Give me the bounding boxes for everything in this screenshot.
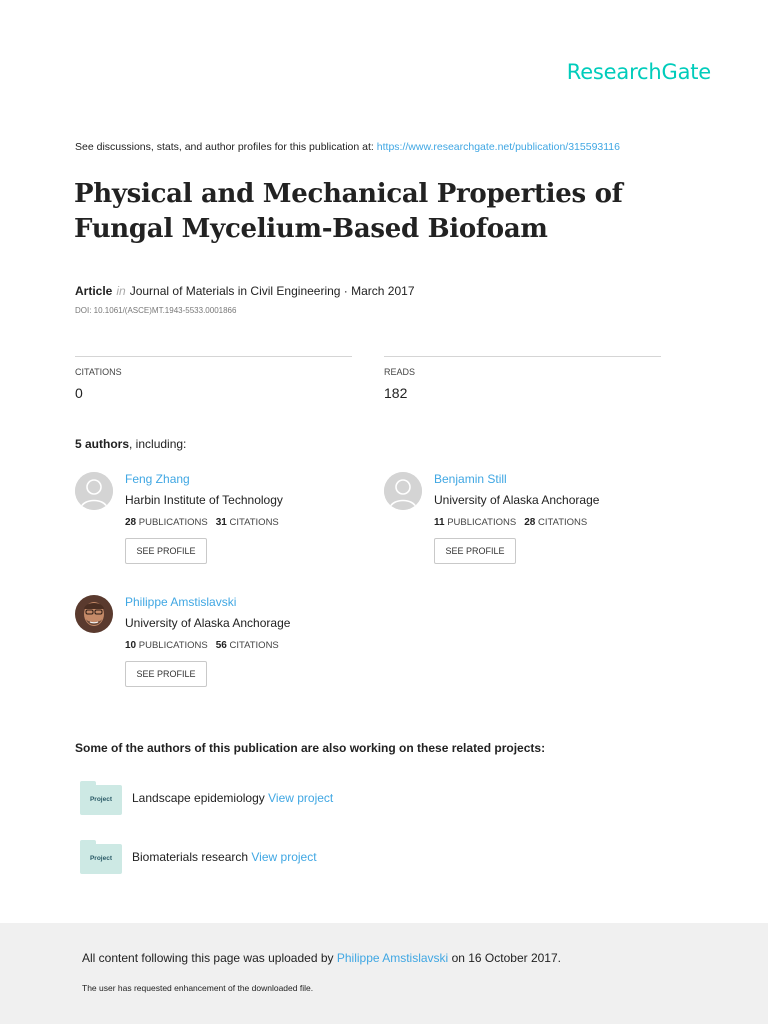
publications-label: PUBLICATIONS bbox=[138, 640, 208, 651]
authors-heading bbox=[75, 437, 186, 451]
author-card-feng-zhang bbox=[75, 472, 375, 582]
doi-text: DOI: 10.1061/(ASCE)MT.1943-5533.0001866 bbox=[75, 306, 237, 315]
author-card-philippe-amstislavski bbox=[75, 595, 375, 705]
upload-footer bbox=[0, 923, 768, 1024]
project-name: Landscape epidemiology bbox=[132, 791, 265, 805]
reads-value: 182 bbox=[384, 385, 408, 401]
project-text bbox=[132, 850, 317, 864]
publications-count: 10 bbox=[125, 640, 137, 651]
author-photo-avatar[interactable] bbox=[75, 595, 113, 633]
author-name[interactable]: Benjamin Still bbox=[434, 472, 507, 486]
discussion-line bbox=[75, 141, 620, 153]
authors-count: 5 authors bbox=[75, 437, 130, 451]
project-item bbox=[80, 840, 680, 880]
upload-prefix: All content following this page was uploaded by bbox=[82, 951, 334, 965]
citations-count: 31 bbox=[215, 517, 227, 528]
author-name[interactable]: Feng Zhang bbox=[125, 472, 190, 486]
see-profile-button[interactable]: SEE PROFILE bbox=[434, 538, 516, 564]
uploader-link[interactable]: Philippe Amstislavski bbox=[336, 951, 449, 965]
author-stats bbox=[434, 517, 587, 528]
authors-suffix: , including: bbox=[129, 437, 187, 451]
project-badge: Project bbox=[80, 785, 122, 815]
upload-suffix: on 16 October 2017. bbox=[451, 951, 561, 965]
in-label: in bbox=[116, 284, 126, 298]
discussion-text: See discussions, stats, and author profiles for this publication at: bbox=[75, 141, 374, 153]
author-stats bbox=[125, 640, 279, 651]
see-profile-button[interactable]: SEE PROFILE bbox=[125, 661, 207, 687]
publication-title: Physical and Mechanical Properties of Fungal Mycelium-Based Biofoam bbox=[74, 179, 623, 244]
publications-count: 28 bbox=[125, 517, 137, 528]
view-project-link[interactable]: View project bbox=[251, 850, 317, 864]
citations-count: 56 bbox=[215, 640, 227, 651]
default-avatar-icon[interactable] bbox=[75, 472, 113, 510]
publication-url-link[interactable]: https://www.researchgate.net/publication/315593116 bbox=[376, 141, 620, 153]
author-stats bbox=[125, 517, 279, 528]
author-card-benjamin-still bbox=[384, 472, 684, 582]
project-folder-icon[interactable] bbox=[80, 781, 122, 815]
project-item bbox=[80, 781, 680, 821]
journal-name[interactable]: Journal of Materials in Civil Engineering · March 2017 bbox=[129, 284, 415, 298]
citations-value: 0 bbox=[75, 385, 83, 401]
enhancement-note: The user has requested enhancement of the downloaded file. bbox=[82, 983, 314, 993]
citations-label: CITATIONS bbox=[229, 517, 279, 528]
view-project-link[interactable]: View project bbox=[268, 791, 334, 805]
related-projects-heading: Some of the authors of this publication are also working on these related projects: bbox=[75, 741, 546, 755]
upload-info bbox=[82, 951, 561, 965]
publication-meta bbox=[75, 284, 415, 298]
citations-count: 28 bbox=[524, 517, 536, 528]
author-institution[interactable]: Harbin Institute of Technology bbox=[125, 493, 283, 507]
author-institution[interactable]: University of Alaska Anchorage bbox=[125, 616, 291, 630]
project-folder-icon[interactable] bbox=[80, 840, 122, 874]
publication-type: Article bbox=[75, 284, 113, 298]
publications-count: 11 bbox=[434, 517, 445, 528]
reads-label: READS bbox=[384, 367, 416, 377]
reads-stat bbox=[384, 356, 661, 401]
author-institution[interactable]: University of Alaska Anchorage bbox=[434, 493, 600, 507]
citations-stat bbox=[75, 356, 352, 401]
researchgate-logo[interactable]: ResearchGate bbox=[566, 60, 711, 84]
project-badge: Project bbox=[80, 844, 122, 874]
project-name: Biomaterials research bbox=[132, 850, 249, 864]
publications-label: PUBLICATIONS bbox=[138, 517, 208, 528]
default-avatar-icon[interactable] bbox=[384, 472, 422, 510]
author-name[interactable]: Philippe Amstislavski bbox=[125, 595, 237, 609]
citations-label: CITATIONS bbox=[537, 517, 588, 528]
see-profile-button[interactable]: SEE PROFILE bbox=[125, 538, 207, 564]
project-text bbox=[132, 791, 333, 805]
publications-label: PUBLICATIONS bbox=[447, 517, 517, 528]
citations-label: CITATIONS bbox=[229, 640, 279, 651]
citations-label: CITATIONS bbox=[75, 367, 122, 377]
